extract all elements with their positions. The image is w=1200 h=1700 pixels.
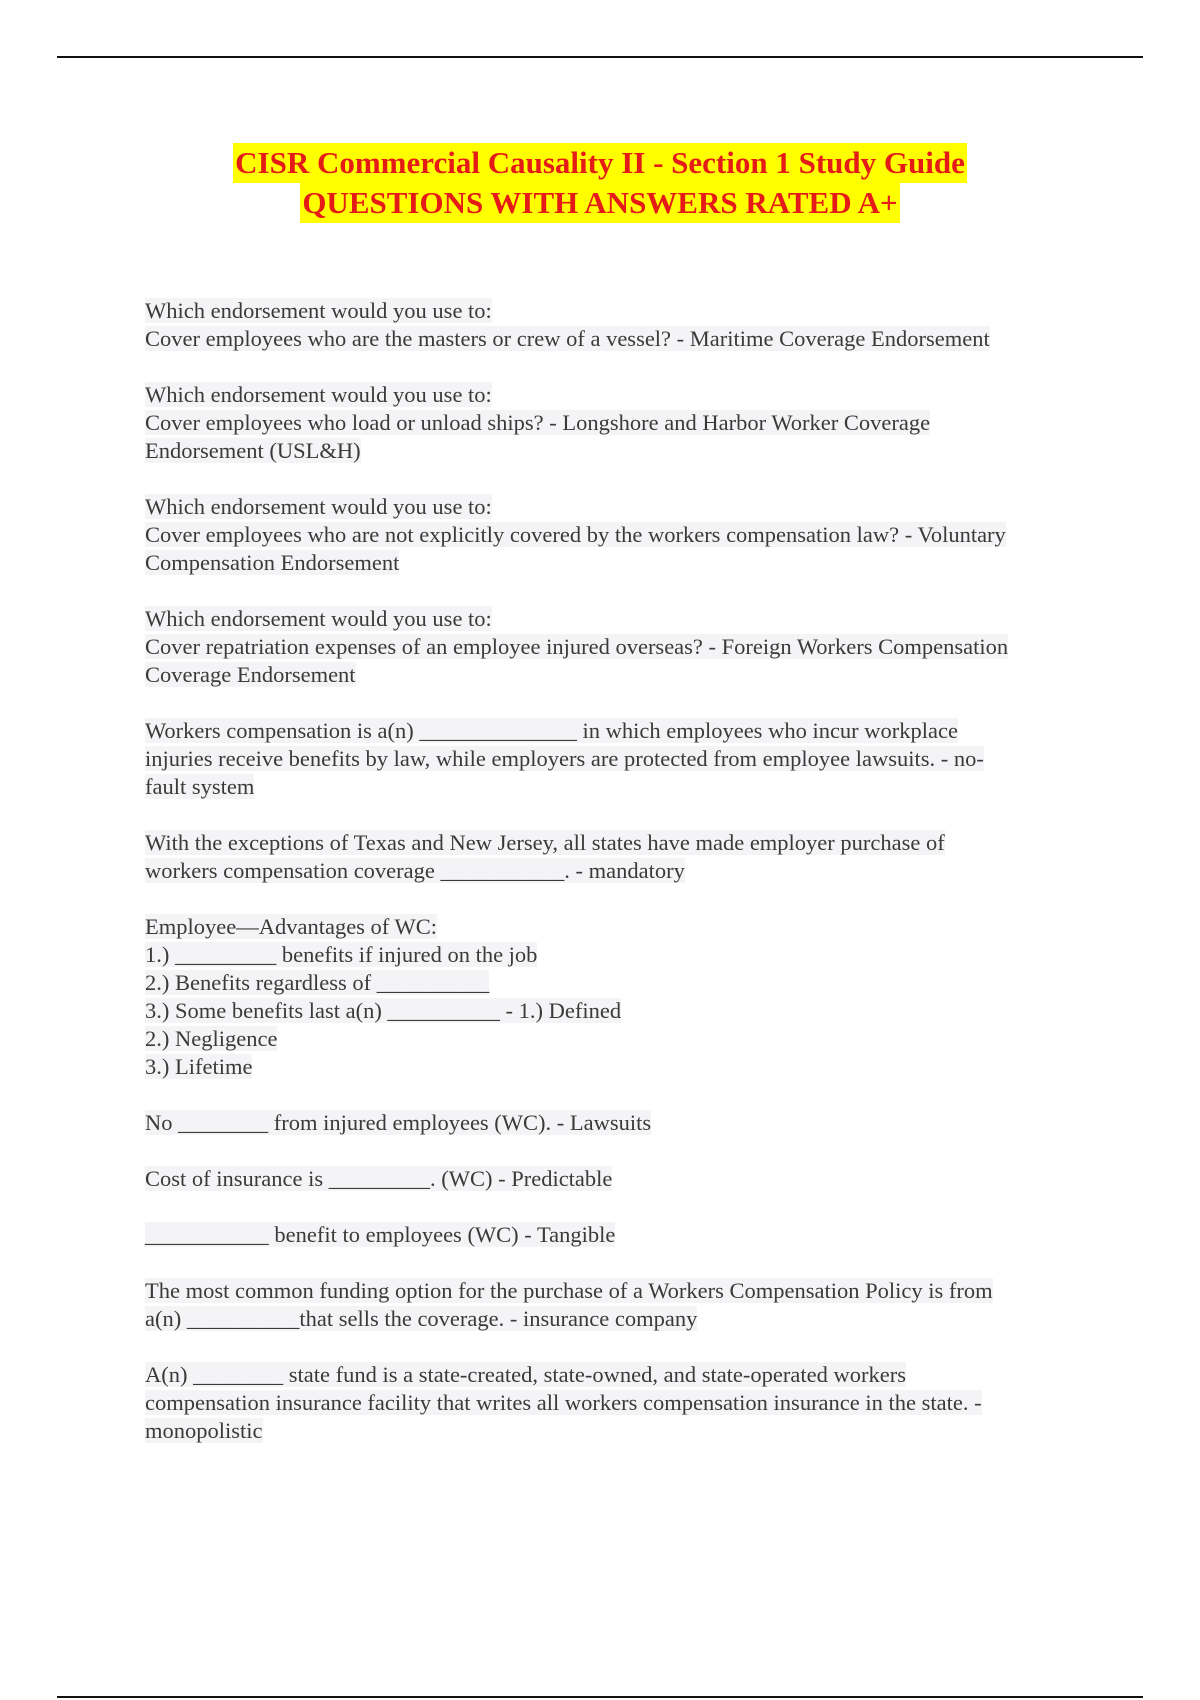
question-text-line: Cover employees who load or unload ships? - Longshore and Harbor Worker Coverage	[145, 410, 931, 435]
bottom-rule	[57, 1696, 1143, 1698]
question-text-line: Cost of insurance is _________. (WC) - Predictable	[145, 1166, 613, 1191]
question-text-line: No ________ from injured employees (WC). - Lawsuits	[145, 1110, 652, 1135]
question-text-line: Coverage Endorsement	[145, 662, 356, 687]
question-answer-block	[145, 913, 1085, 1081]
question-text-line: 1.) _________ benefits if injured on the job	[145, 942, 538, 967]
question-answer-block	[145, 717, 1085, 801]
question-answer-block	[145, 1277, 1085, 1333]
question-text-line: Which endorsement would you use to:	[145, 606, 492, 631]
question-text-line: Cover employees who are the masters or crew of a vessel? - Maritime Coverage Endorsement	[145, 326, 990, 351]
title-line-1: CISR Commercial Causality II - Section 1 Study Guide	[233, 143, 967, 183]
question-answer-block	[145, 1221, 1085, 1249]
question-text-line: Compensation Endorsement	[145, 550, 400, 575]
question-answer-block	[145, 605, 1085, 689]
question-text-line: monopolistic	[145, 1418, 263, 1443]
question-text-line: Which endorsement would you use to:	[145, 494, 492, 519]
question-answer-block	[145, 1165, 1085, 1193]
question-text-line: ___________ benefit to employees (WC) - Tangible	[145, 1222, 616, 1247]
question-text-line: The most common funding option for the purchase of a Workers Compensation Policy is from	[145, 1278, 993, 1303]
question-answer-block	[145, 1109, 1085, 1137]
question-text-line: compensation insurance facility that writes all workers compensation insurance in the state. -	[145, 1390, 982, 1415]
question-answer-block	[145, 381, 1085, 465]
question-answer-block	[145, 1361, 1085, 1445]
question-text-line: With the exceptions of Texas and New Jersey, all states have made employer purchase of	[145, 830, 945, 855]
question-text-line: 3.) Lifetime	[145, 1054, 253, 1079]
question-answer-block	[145, 297, 1085, 353]
question-text-line: 2.) Benefits regardless of __________	[145, 970, 490, 995]
question-text-line: a(n) __________that sells the coverage. - insurance company	[145, 1306, 698, 1331]
question-answer-block	[145, 829, 1085, 885]
question-text-line: Which endorsement would you use to:	[145, 298, 492, 323]
question-list	[145, 297, 1085, 1473]
question-text-line: fault system	[145, 774, 255, 799]
question-text-line: A(n) ________ state fund is a state-created, state-owned, and state-operated workers	[145, 1362, 906, 1387]
question-text-line: 2.) Negligence	[145, 1026, 278, 1051]
question-text-line: 3.) Some benefits last a(n) __________ - 1.) Defined	[145, 998, 622, 1023]
title-line-2: QUESTIONS WITH ANSWERS RATED A+	[300, 183, 899, 223]
question-text-line: Cover repatriation expenses of an employee injured overseas? - Foreign Workers Compensation	[145, 634, 1009, 659]
question-text-line: Which endorsement would you use to:	[145, 382, 492, 407]
question-text-line: workers compensation coverage ___________. - mandatory	[145, 858, 685, 883]
question-text-line: Employee—Advantages of WC:	[145, 914, 438, 939]
question-text-line: injuries receive benefits by law, while employers are protected from employee lawsuits. - no-	[145, 746, 984, 771]
top-rule	[57, 56, 1143, 58]
question-text-line: Workers compensation is a(n) ______________ in which employees who incur workplace	[145, 718, 958, 743]
question-text-line: Cover employees who are not explicitly covered by the workers compensation law? - Voluntary	[145, 522, 1006, 547]
question-answer-block	[145, 493, 1085, 577]
question-text-line: Endorsement (USL&H)	[145, 438, 361, 463]
document-title	[0, 143, 1200, 223]
